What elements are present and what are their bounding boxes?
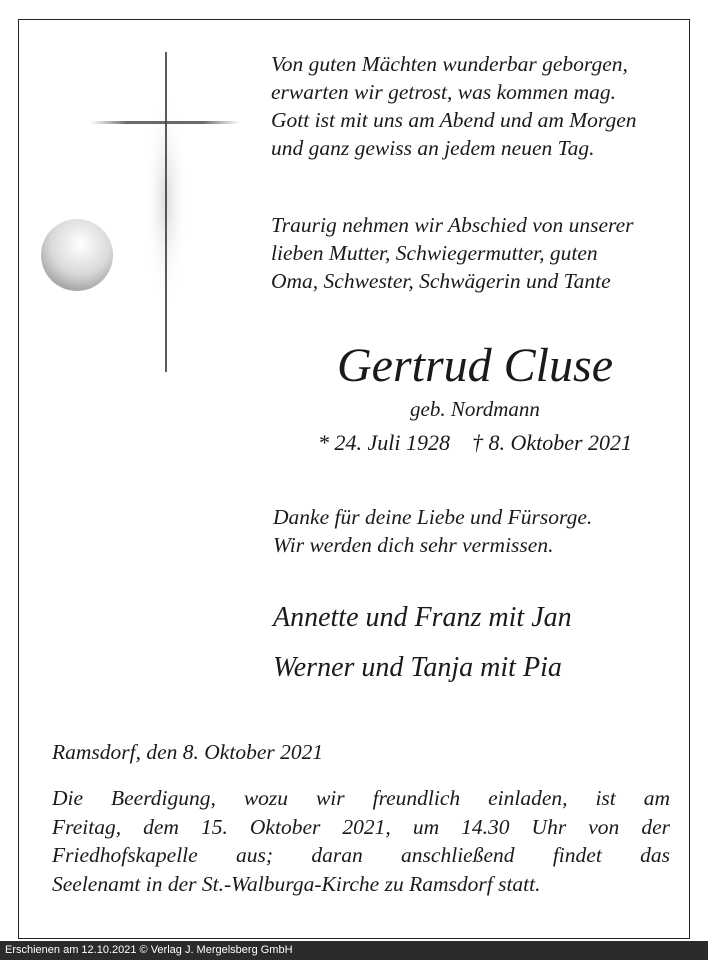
funeral-line: Seelenamt in der St.-Walburga-Kirche zu Ramsdorf statt. [52,871,541,896]
funeral-line: Friedhofskapelle aus; daran anschließend findet das [52,843,670,867]
funeral-line: Die Beerdigung, wozu wir freundlich einladen, ist am [52,786,670,810]
intro-line: Oma, Schwester, Schwägerin und Tante [271,269,611,293]
place-date: Ramsdorf, den 8. Oktober 2021 [52,740,324,764]
family-line: Annette und Franz mit Jan [273,602,572,633]
thanks-text [273,503,592,559]
poem-line: und ganz gewiss an jedem neuen Tag. [271,136,595,160]
life-dates [271,428,679,458]
maiden-name: geb. Nordmann [410,397,540,421]
deceased-name: Gertrud Cluse [337,339,613,392]
thanks-line: Wir werden dich sehr vermissen. [273,533,554,557]
funeral-info [52,784,670,898]
intro-line: Traurig nehmen wir Abschied von unserer [271,213,634,237]
birth-date: * 24. Juli 1928 [317,430,450,455]
family-line: Werner und Tanja mit Pia [273,652,562,683]
cross-icon [35,50,245,380]
poem-line: Gott ist mit uns am Abend und am Morgen [271,108,637,132]
poem [271,50,637,162]
death-date: † 8. Oktober 2021 [471,430,633,455]
publication-footer: Erschienen am 12.10.2021 © Verlag J. Mergelsberg GmbH [0,941,708,960]
thanks-line: Danke für deine Liebe und Fürsorge. [273,505,593,529]
intro-line: lieben Mutter, Schwiegermutter, guten [271,241,598,265]
family-names [273,593,572,693]
farewell-intro [271,211,634,295]
poem-line: Von guten Mächten wunderbar geborgen, [271,52,628,76]
moon-icon [41,219,113,291]
poem-line: erwarten wir getrost, was kommen mag. [271,80,616,104]
funeral-line: Freitag, dem 15. Oktober 2021, um 14.30 Uhr von der [52,814,670,839]
